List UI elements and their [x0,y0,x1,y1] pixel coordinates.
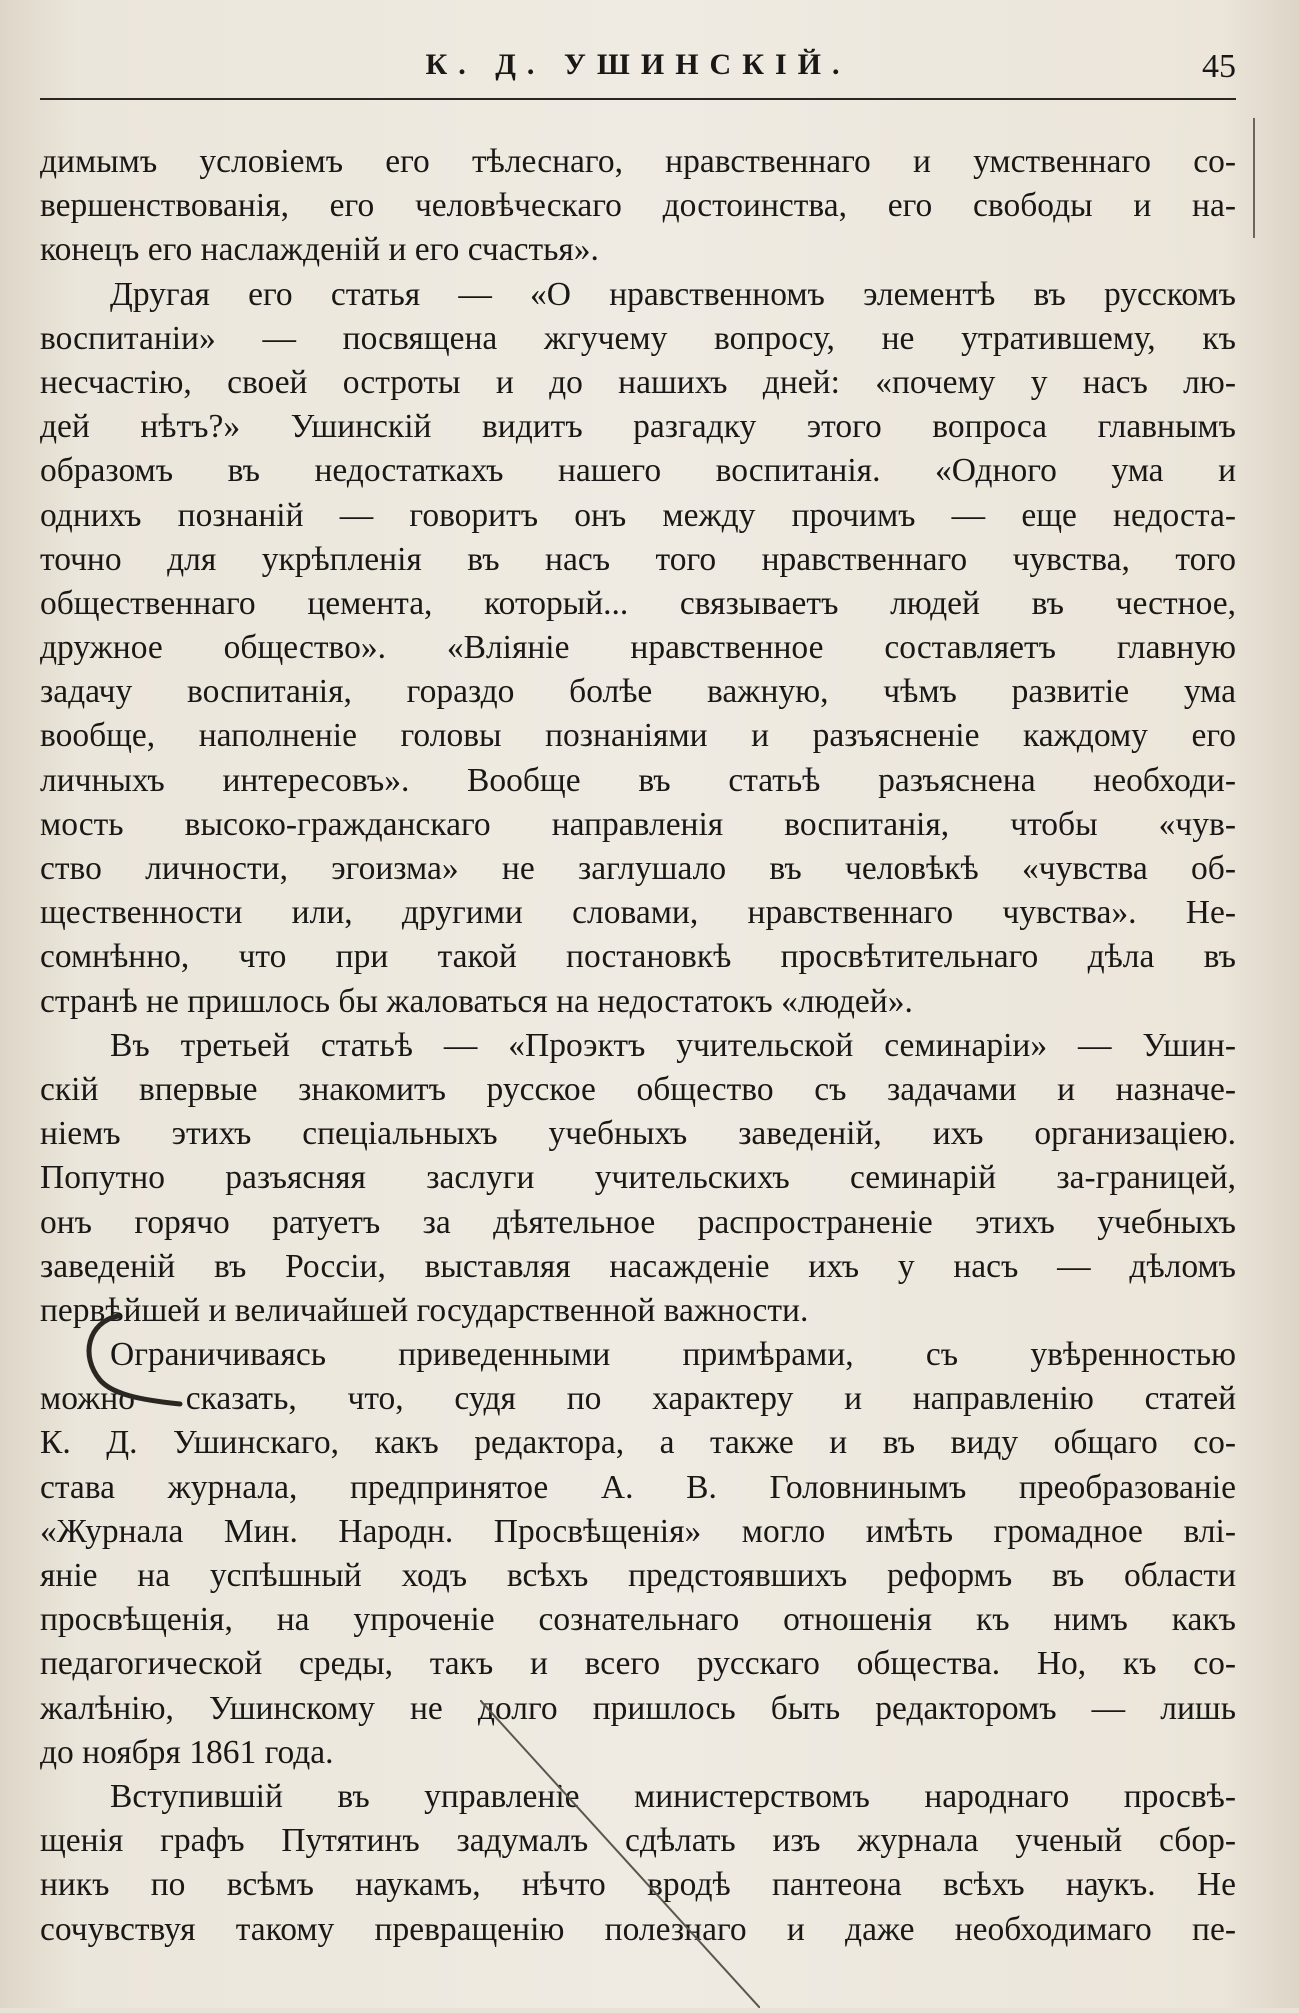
text-line: мость высоко-гражданскаго направленія воспитанія, чтобы «чув- [40,805,1236,843]
text-line: ніемъ этихъ спеціальныхъ учебныхъ заведеній, ихъ организаціею. [40,1115,1236,1153]
text-line: просвѣщенія, на упроченіе сознательнаго отношенія къ нимъ какъ [40,1601,1236,1639]
text-line: Другая его статья — «О нравственномъ элементѣ въ русскомъ [110,275,1236,313]
text-line: Въ третьей статьѣ — «Проэктъ учительской семинаріи» — Ушин- [110,1026,1236,1064]
text-line: щественности или, другими словами, нравственнаго чувства». Не- [40,894,1236,932]
text-line: сомнѣнно, что при такой постановкѣ просвѣтительнаго дѣла въ [40,938,1236,976]
text-line: можно сказать, что, судя по характеру и направленію статей [40,1380,1236,1418]
running-title: К. Д. УШИНСКІЙ. [425,48,851,81]
text-line: щенія графъ Путятинъ задумалъ сдѣлать изъ журнала ученый сбор- [40,1822,1236,1860]
margin-pencil-line [1253,118,1255,238]
page-number: 45 [1202,48,1236,85]
text-line: задачу воспитанія, гораздо болѣе важную, чѣмъ развитіе ума [40,673,1236,711]
text-line: несчастію, своей остроты и до нашихъ дней: «почему у насъ лю- [40,363,1236,401]
text-line: жалѣнію, Ушинскому не долго пришлось быть редакторомъ — лишь [40,1689,1236,1727]
running-head [40,48,1236,98]
header-rule [40,98,1236,100]
text-line: Вступившій въ управленіе министерствомъ народнаго просвѣ- [110,1777,1236,1815]
text-line: димымъ условіемъ его тѣлеснаго, нравственнаго и умственнаго со- [40,143,1236,180]
text-line: онъ горячо ратуетъ за дѣятельное распространеніе этихъ учебныхъ [40,1203,1236,1241]
text-line: образомъ въ недостаткахъ нашего воспитанія. «Одного ума и [40,452,1236,490]
text-line: скій впервые знакомитъ русское общество съ задачами и назначе- [40,1070,1236,1108]
text-line: никъ по всѣмъ наукамъ, нѣчто вродѣ пантеона всѣхъ наукъ. Не [40,1866,1236,1904]
text-line: сочувствуя такому превращенію полезнаго и даже необходимаго пе- [40,1910,1236,1948]
text-line: ство личности, эгоизма» не заглушало въ человѣкѣ «чувства об- [40,850,1236,887]
text-line: первѣйшей и величайшей государственной важности. [40,1291,809,1329]
pencil-bracket-mark [70,1308,190,1408]
text-line: става журнала, предпринятое А. В. Головнинымъ преобразованіе [40,1468,1236,1506]
text-line: Попутно разъясняя заслуги учительскихъ семинарій за-границей, [40,1159,1236,1197]
text-line: общественнаго цемента, который... связываетъ людей въ честное, [40,584,1236,622]
text-line: личныхъ интересовъ». Вообще въ статьѣ разъяснена необходи- [40,761,1236,799]
text-line: дружное общество». «Вліяніе нравственное составляетъ главную [40,629,1236,667]
text-line: до ноября 1861 года. [40,1733,334,1771]
text-line: яніе на успѣшный ходъ всѣхъ предстоявшихъ реформъ въ области [40,1557,1236,1594]
text-line: странѣ не пришлось бы жаловаться на недостатокъ «людей». [40,982,913,1020]
text-line: конецъ его наслажденій и его счастья». [40,231,599,269]
text-line: вершенствованія, его человѣческаго достоинства, его свободы и на- [40,187,1236,225]
pencil-diagonal-stroke [480,1700,760,2008]
body-text [40,140,1236,1952]
text-line: педагогической среды, такъ и всего русскаго общества. Но, къ со- [40,1645,1236,1683]
text-line: Ограничиваясь приведенными примѣрами, съ увѣренностью [110,1336,1236,1374]
text-line: воспитаніи» — посвящена жгучему вопросу, не утратившему, къ [40,319,1236,357]
text-line: точно для укрѣпленія въ насъ того нравственнаго чувства, того [40,540,1236,578]
text-line: дей нѣтъ?» Ушинскій видитъ разгадку этого вопроса главнымъ [40,408,1236,446]
text-line: вообще, наполненіе головы познаніями и разъясненіе каждому его [40,717,1236,755]
text-line: «Журнала Мин. Народн. Просвѣщенія» могло имѣть громадное влі- [40,1512,1236,1550]
text-line: К. Д. Ушинскаго, какъ редактора, а также и въ виду общаго со- [40,1424,1236,1462]
text-line: однихъ познаній — говоритъ онъ между прочимъ — еще недоста- [40,496,1236,534]
text-line: заведеній въ Россіи, выставляя насажденіе ихъ у насъ — дѣломъ [40,1247,1236,1285]
